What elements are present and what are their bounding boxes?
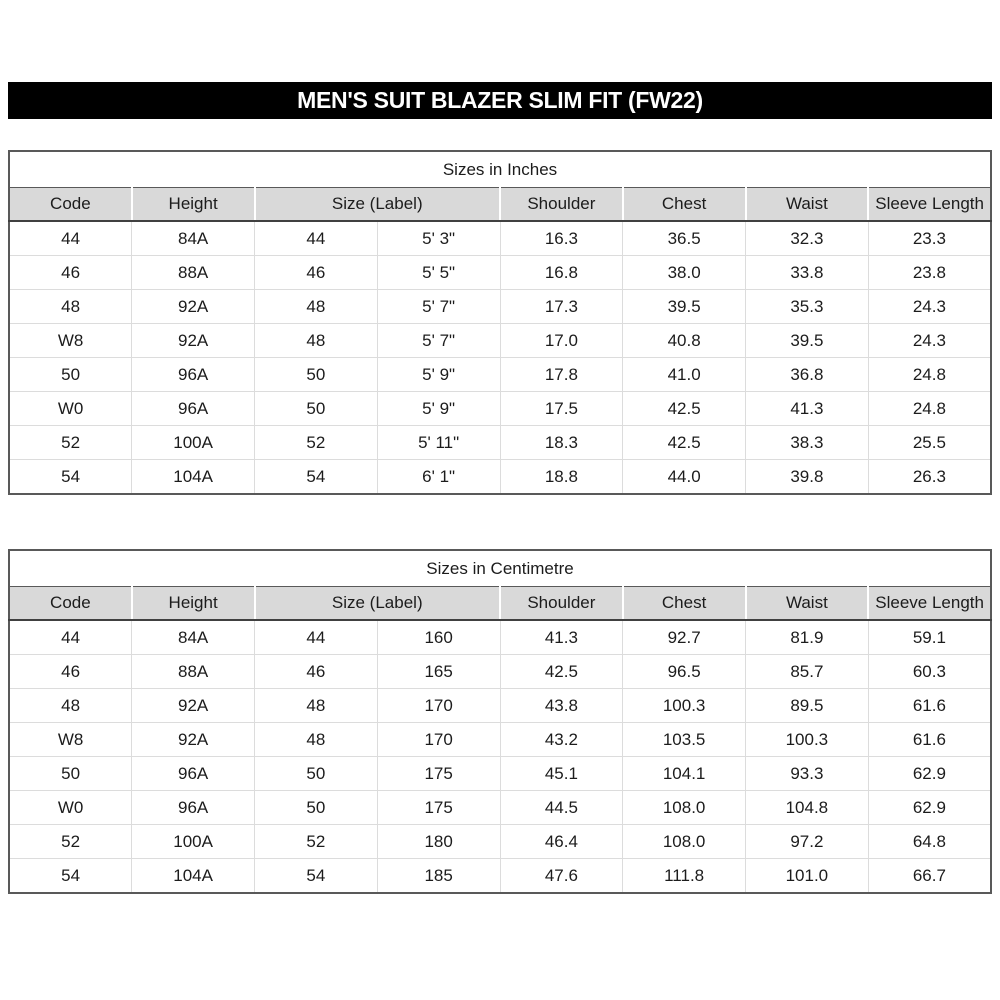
table-title-row — [9, 550, 991, 587]
table-cell: 50 — [255, 392, 378, 426]
column-header: Shoulder — [500, 587, 623, 621]
table-cell: 5' 9" — [377, 392, 500, 426]
column-header: Sleeve Length — [868, 188, 991, 222]
table-cell: 44.0 — [623, 460, 746, 495]
table-cell: 64.8 — [868, 825, 991, 859]
table-cell: 60.3 — [868, 655, 991, 689]
table-cell: 81.9 — [746, 620, 869, 655]
table-cell: 62.9 — [868, 757, 991, 791]
table-cell: 103.5 — [623, 723, 746, 757]
table-row — [9, 723, 991, 757]
table-cell: 52 — [9, 825, 132, 859]
size-table-centimetre — [8, 549, 992, 894]
table-cell: 104.1 — [623, 757, 746, 791]
table-cell: 25.5 — [868, 426, 991, 460]
table-cell: 50 — [255, 757, 378, 791]
table-cell: 41.3 — [746, 392, 869, 426]
table-cell: 85.7 — [746, 655, 869, 689]
table-cell: 108.0 — [623, 825, 746, 859]
table-cell: W0 — [9, 791, 132, 825]
column-header: Waist — [746, 587, 869, 621]
table-cell: 108.0 — [623, 791, 746, 825]
table-row — [9, 290, 991, 324]
table-cell: 50 — [255, 791, 378, 825]
column-header: Chest — [623, 587, 746, 621]
column-header: Sleeve Length — [868, 587, 991, 621]
table-cell: 111.8 — [623, 859, 746, 894]
table-cell: 100.3 — [746, 723, 869, 757]
table-cell: 36.5 — [623, 221, 746, 256]
table-cell: 54 — [255, 460, 378, 495]
table-cell: 17.8 — [500, 358, 623, 392]
table-cell: 38.3 — [746, 426, 869, 460]
table-row — [9, 757, 991, 791]
table-header-row — [9, 188, 991, 222]
table-cell: 18.3 — [500, 426, 623, 460]
table-row — [9, 689, 991, 723]
table-cell: 100A — [132, 426, 255, 460]
column-header: Waist — [746, 188, 869, 222]
table-cell: 52 — [9, 426, 132, 460]
table-cell: 92.7 — [623, 620, 746, 655]
table-cell: 100.3 — [623, 689, 746, 723]
size-table-inches — [8, 150, 992, 495]
table-cell: 33.8 — [746, 256, 869, 290]
table-cell: 24.8 — [868, 392, 991, 426]
table-cell: 23.3 — [868, 221, 991, 256]
table-cell: 42.5 — [623, 392, 746, 426]
table-cell: 104A — [132, 460, 255, 495]
table-row — [9, 324, 991, 358]
table-cell: 160 — [377, 620, 500, 655]
table-row — [9, 256, 991, 290]
table-body — [9, 620, 991, 893]
table-cell: 92A — [132, 723, 255, 757]
table-cell: 170 — [377, 689, 500, 723]
table-cell: 48 — [255, 689, 378, 723]
table-row — [9, 358, 991, 392]
table-cell: 5' 3" — [377, 221, 500, 256]
table-row — [9, 791, 991, 825]
table-cell: 46 — [9, 256, 132, 290]
table-cell: 92A — [132, 324, 255, 358]
table-cell: 50 — [9, 358, 132, 392]
table-cell: 92A — [132, 290, 255, 324]
table-cell: 16.8 — [500, 256, 623, 290]
table-cell: 96A — [132, 358, 255, 392]
table-cell: 52 — [255, 825, 378, 859]
table-cell: 96A — [132, 791, 255, 825]
table-cell: 61.6 — [868, 723, 991, 757]
table-cell: 5' 11" — [377, 426, 500, 460]
table-cell: W0 — [9, 392, 132, 426]
table-cell: 170 — [377, 723, 500, 757]
table-cell: 5' 5" — [377, 256, 500, 290]
table-cell: 35.3 — [746, 290, 869, 324]
table-cell: 6' 1" — [377, 460, 500, 495]
table-cell: 62.9 — [868, 791, 991, 825]
table-cell: 84A — [132, 221, 255, 256]
table-cell: 96.5 — [623, 655, 746, 689]
column-header: Height — [132, 587, 255, 621]
table-cell: 59.1 — [868, 620, 991, 655]
table-cell: 5' 7" — [377, 324, 500, 358]
table-cell: 104A — [132, 859, 255, 894]
column-header: Chest — [623, 188, 746, 222]
table-cell: 61.6 — [868, 689, 991, 723]
table-title-row — [9, 151, 991, 188]
table-cell: 88A — [132, 655, 255, 689]
table-cell: 42.5 — [500, 655, 623, 689]
table-cell: 165 — [377, 655, 500, 689]
table-cell: 66.7 — [868, 859, 991, 894]
table-cell: 16.3 — [500, 221, 623, 256]
table-cell: 26.3 — [868, 460, 991, 495]
table-cell: 24.3 — [868, 290, 991, 324]
table-cell: 41.3 — [500, 620, 623, 655]
table-cell: 48 — [9, 290, 132, 324]
table-cell: 44 — [255, 221, 378, 256]
table-cell: 50 — [9, 757, 132, 791]
table-cell: 48 — [255, 723, 378, 757]
table-header-row — [9, 587, 991, 621]
table-row — [9, 221, 991, 256]
table-cell: 43.8 — [500, 689, 623, 723]
table-row — [9, 655, 991, 689]
table-cell: 24.3 — [868, 324, 991, 358]
table-cell: 5' 7" — [377, 290, 500, 324]
table-row — [9, 460, 991, 495]
table-row — [9, 825, 991, 859]
column-header: Code — [9, 188, 132, 222]
table-cell: 54 — [9, 460, 132, 495]
table-cell: 39.5 — [623, 290, 746, 324]
table-cell: 46 — [255, 256, 378, 290]
table-cell: 88A — [132, 256, 255, 290]
table-cell: 84A — [132, 620, 255, 655]
table-cell: 92A — [132, 689, 255, 723]
centimetre-table — [8, 549, 992, 894]
table-cell: 96A — [132, 757, 255, 791]
table-cell: 17.0 — [500, 324, 623, 358]
table-cell: 54 — [255, 859, 378, 894]
column-header: Size (Label) — [255, 188, 501, 222]
column-header: Size (Label) — [255, 587, 501, 621]
table-cell: 39.8 — [746, 460, 869, 495]
table-cell: 54 — [9, 859, 132, 894]
table-cell: 44 — [9, 221, 132, 256]
table-cell: 47.6 — [500, 859, 623, 894]
table-cell: 40.8 — [623, 324, 746, 358]
table-cell: 48 — [9, 689, 132, 723]
table-cell: 97.2 — [746, 825, 869, 859]
table-body — [9, 221, 991, 494]
table-title: Sizes in Inches — [9, 151, 991, 188]
table-cell: 42.5 — [623, 426, 746, 460]
table-cell: 104.8 — [746, 791, 869, 825]
table-cell: 44.5 — [500, 791, 623, 825]
table-row — [9, 426, 991, 460]
table-cell: 5' 9" — [377, 358, 500, 392]
column-header: Shoulder — [500, 188, 623, 222]
table-cell: 17.5 — [500, 392, 623, 426]
table-cell: 45.1 — [500, 757, 623, 791]
table-cell: 50 — [255, 358, 378, 392]
table-cell: 180 — [377, 825, 500, 859]
table-cell: 24.8 — [868, 358, 991, 392]
table-cell: 36.8 — [746, 358, 869, 392]
table-cell: 23.8 — [868, 256, 991, 290]
table-cell: 96A — [132, 392, 255, 426]
table-cell: 175 — [377, 757, 500, 791]
column-header: Height — [132, 188, 255, 222]
page-title: MEN'S SUIT BLAZER SLIM FIT (FW22) — [8, 82, 992, 119]
table-cell: 41.0 — [623, 358, 746, 392]
table-cell: 48 — [255, 324, 378, 358]
table-cell: 46 — [9, 655, 132, 689]
table-cell: 46 — [255, 655, 378, 689]
table-cell: 46.4 — [500, 825, 623, 859]
table-cell: 52 — [255, 426, 378, 460]
table-cell: 17.3 — [500, 290, 623, 324]
table-cell: 101.0 — [746, 859, 869, 894]
table-row — [9, 392, 991, 426]
table-cell: 175 — [377, 791, 500, 825]
table-cell: 38.0 — [623, 256, 746, 290]
column-header: Code — [9, 587, 132, 621]
table-cell: 185 — [377, 859, 500, 894]
inches-table — [8, 150, 992, 495]
table-cell: W8 — [9, 324, 132, 358]
table-title: Sizes in Centimetre — [9, 550, 991, 587]
table-cell: 93.3 — [746, 757, 869, 791]
table-cell: 32.3 — [746, 221, 869, 256]
table-cell: 18.8 — [500, 460, 623, 495]
table-cell: 39.5 — [746, 324, 869, 358]
table-cell: 43.2 — [500, 723, 623, 757]
table-cell: 44 — [9, 620, 132, 655]
table-cell: 100A — [132, 825, 255, 859]
table-cell: 44 — [255, 620, 378, 655]
table-row — [9, 859, 991, 894]
table-row — [9, 620, 991, 655]
table-cell: W8 — [9, 723, 132, 757]
table-cell: 89.5 — [746, 689, 869, 723]
table-cell: 48 — [255, 290, 378, 324]
